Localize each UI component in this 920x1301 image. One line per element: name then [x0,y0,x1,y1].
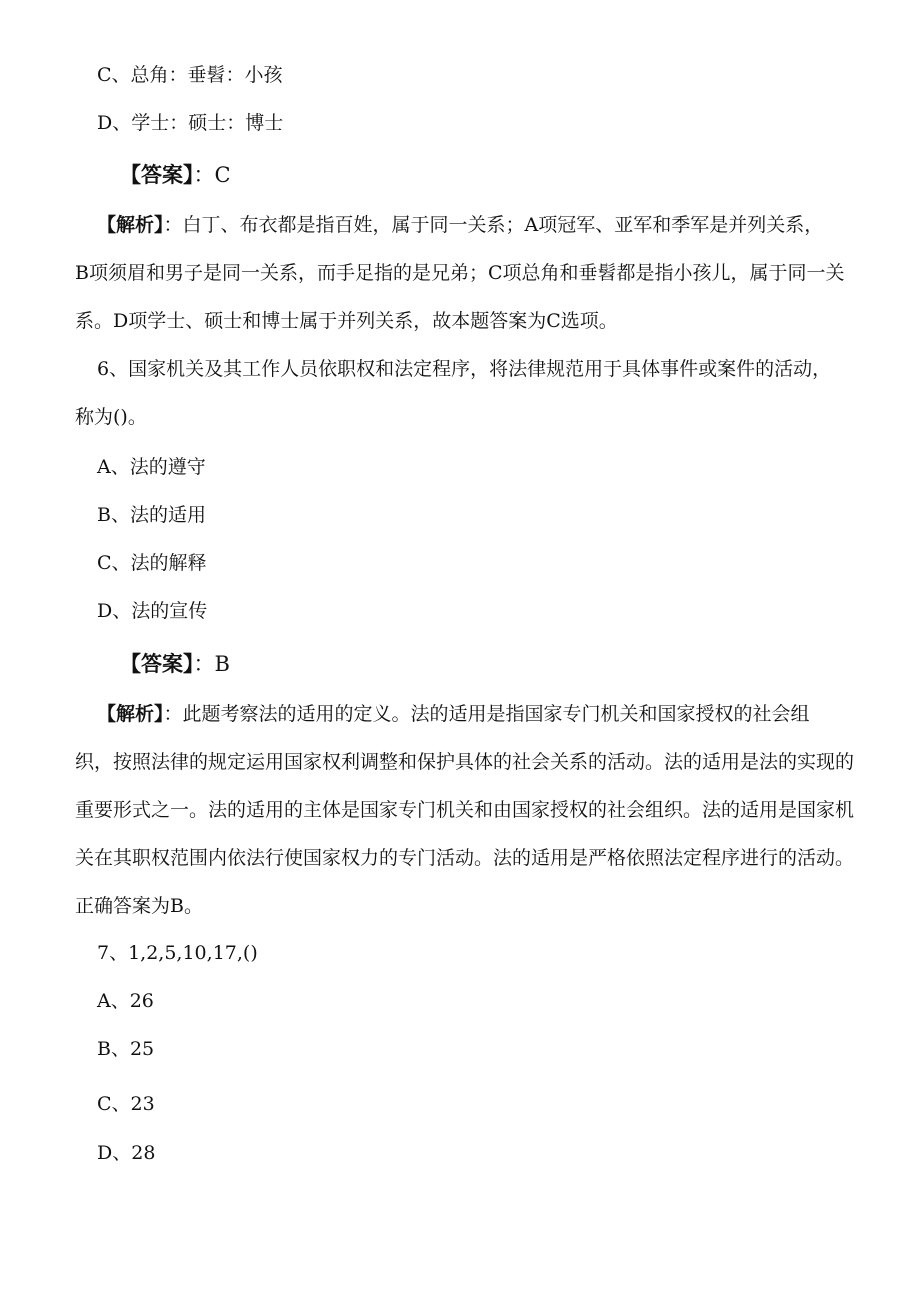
answer-value: ：B [193,652,230,676]
analysis-line: 【解析】：白丁、布衣都是指百姓，属于同一关系；A项冠军、亚军和季军是并列关系， [97,214,824,236]
answer-label: 【答案】 [120,163,194,187]
analysis-line: 织，按照法律的规定运用国家权利调整和保护具体的社会关系的活动。法的适用是法的实现的 [75,751,855,773]
q5-answer [120,162,231,188]
analysis-line: 正确答案为B。 [75,895,203,917]
analysis-label: 【解析】 [97,703,164,725]
question-line: 称为()。 [75,406,147,428]
q7-option-a: A、26 [97,990,154,1012]
q6-option-d: D、法的宣传 [97,600,208,622]
analysis-line: 系。D项学士、硕士和博士属于并列关系，故本题答案为C选项。 [75,310,618,332]
q7-stem: 7、1,2,5,10,17,() [97,942,258,964]
q6-analysis [75,701,887,941]
analysis-line: 关在其职权范围内依法行使国家权力的专门活动。法的适用是严格依照法定程序进行的活动。 [75,847,855,869]
analysis-line: 【解析】：此题考察法的适用的定义。法的适用是指国家专门机关和国家授权的社会组 [97,703,810,725]
q7-option-d: D、28 [97,1142,156,1164]
q7-option-c: C、23 [97,1093,155,1115]
answer-value: ：C [193,163,231,187]
q5-analysis [75,212,887,356]
question-line: 6、国家机关及其工作人员依职权和法定程序，将法律规范用于具体事件或案件的活动， [97,358,832,380]
analysis-line: B项须眉和男子是同一关系，而手足指的是兄弟；C项总角和垂髫都是指小孩儿，属于同一关 [75,262,845,284]
analysis-label: 【解析】 [97,214,164,236]
q6-answer [120,651,230,677]
q6-stem [75,356,887,452]
q5-option-c: C、总角：垂髫：小孩 [97,64,283,86]
q7-option-b: B、25 [97,1038,155,1060]
q6-option-b: B、法的适用 [97,504,206,526]
q5-option-d: D、学士：硕士：博士 [97,112,284,134]
q6-option-a: A、法的遵守 [97,456,206,478]
answer-label: 【答案】 [120,652,194,676]
q6-option-c: C、法的解释 [97,552,207,574]
analysis-line: 重要形式之一。法的适用的主体是国家专门机关和由国家授权的社会组织。法的适用是国家机 [75,799,855,821]
